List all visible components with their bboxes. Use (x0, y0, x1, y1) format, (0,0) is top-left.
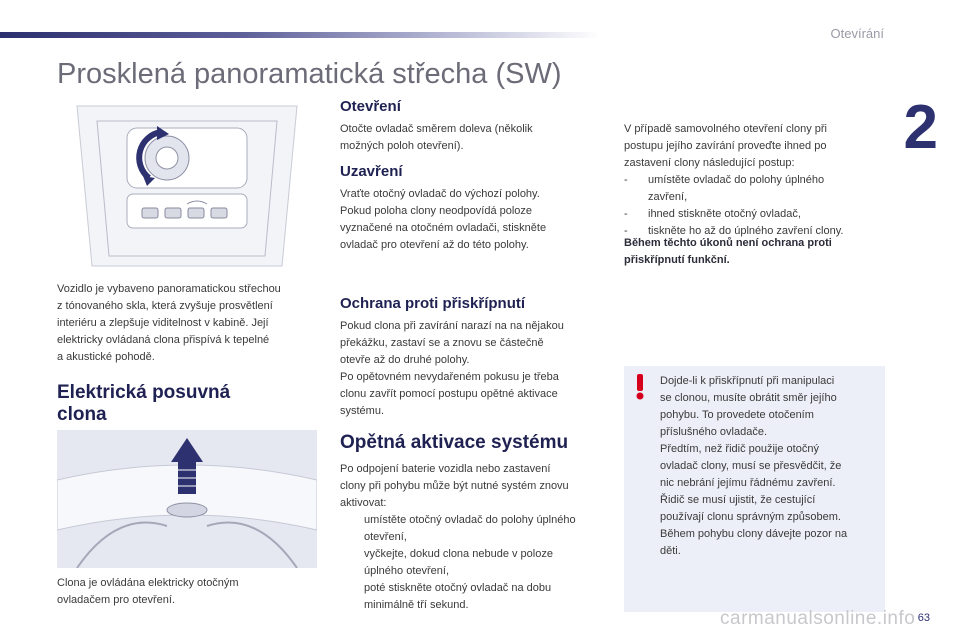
open-heading: Otevření (340, 98, 401, 115)
blind-heading-line1: Elektrická posuvná (57, 382, 231, 403)
auto-open-steps (624, 172, 894, 240)
list-item: - ihned stiskněte otočný ovladač, (624, 206, 894, 223)
roof-interior-illustration (57, 430, 317, 568)
close-text: Vraťte otočný ovladač do výchozí polohy. Pokud poloha clony neodpovídá poloze vyznačené na otočném ovladači, stiskněte ovladač pro otevření až do této polohy. (340, 188, 547, 251)
list-marker: - (624, 225, 628, 237)
watermark: carmanualsonline.info (720, 608, 916, 629)
list-marker: - (624, 174, 628, 186)
list-marker: - (624, 208, 628, 220)
list-item: poté stiskněte otočný ovladač na dobu minimálně tří sekund. (364, 582, 552, 611)
blind-heading (57, 382, 230, 426)
list-item: vyčkejte, dokud clona nebude v poloze úplného otevření, (364, 548, 553, 577)
chapter-number: 2 (903, 93, 938, 162)
reactivation-steps (340, 512, 610, 614)
list-item: umístěte otočný ovladač do polohy úplného otevření, (364, 514, 576, 543)
header-bar (0, 32, 600, 38)
open-text: Otočte ovladač směrem doleva (několik možných poloh otevření). (340, 123, 533, 152)
caption: Clona je ovládána elektricky otočným ovladačem pro otevření. (57, 577, 239, 606)
reactivation-text: Po odpojení baterie vozidla nebo zastavení clony při pohybu může být nutné systém znovu aktivovat: (340, 463, 569, 509)
pinch-heading: Ochrana proti přiskřípnutí (340, 295, 526, 312)
list-item: - umístěte ovladač do polohy úplného zavření, (624, 174, 825, 203)
auto-open-note: Během těchto úkonů není ochrana proti přiskřípnutí funkční. (624, 237, 832, 266)
auto-open-text: V případě samovolného otevření clony při postupu jejího zavírání proveďte ihned po zastavení clony následující postup: (624, 123, 828, 169)
close-heading: Uzavření (340, 163, 403, 180)
roof-control-illustration (57, 96, 317, 276)
list-item: - tiskněte ho až do úplného zavření clony. (624, 223, 894, 240)
warning-text: Dojde-li k přiskřípnutí při manipulaci se clonou, musíte obrátit směr jejího pohybu. To provedete otočením příslušného ovladače. Předtím, než řidič použije otočný ovladač clony, musí se přesvědčit, že nic nebrání jejímu řádnému zavření. Řidič se musí ujistit, že cestující používají clonu správným způsobem. Během pohybu clony dávejte pozor na děti. (660, 375, 848, 557)
blind-heading-line2: clona (57, 404, 107, 425)
page-number: 63 (917, 612, 930, 624)
section-label: Otevírání (830, 26, 884, 41)
warning-exclamation-icon (632, 374, 648, 400)
intro-paragraph: Vozidlo je vybaveno panoramatickou střechou z tónovaného skla, která zvyšuje prosvětlení interiéru a zlepšuje viditelnost v kabině. Její elektricky ovládaná clona přispívá k tepelné a akustické pohodě. (57, 283, 281, 363)
page-title: Prosklená panoramatická střecha (SW) (57, 58, 562, 90)
reactivation-heading: Opětná aktivace systému (340, 432, 569, 453)
pinch-text: Pokud clona při zavírání narazí na na nějakou překážku, zastaví se a znovu se částečně otevře až do druhé polohy. Po opětovném nevydařeném pokusu je třeba clonu zavřít pomocí postupu opětné aktivace systému. (340, 320, 564, 417)
